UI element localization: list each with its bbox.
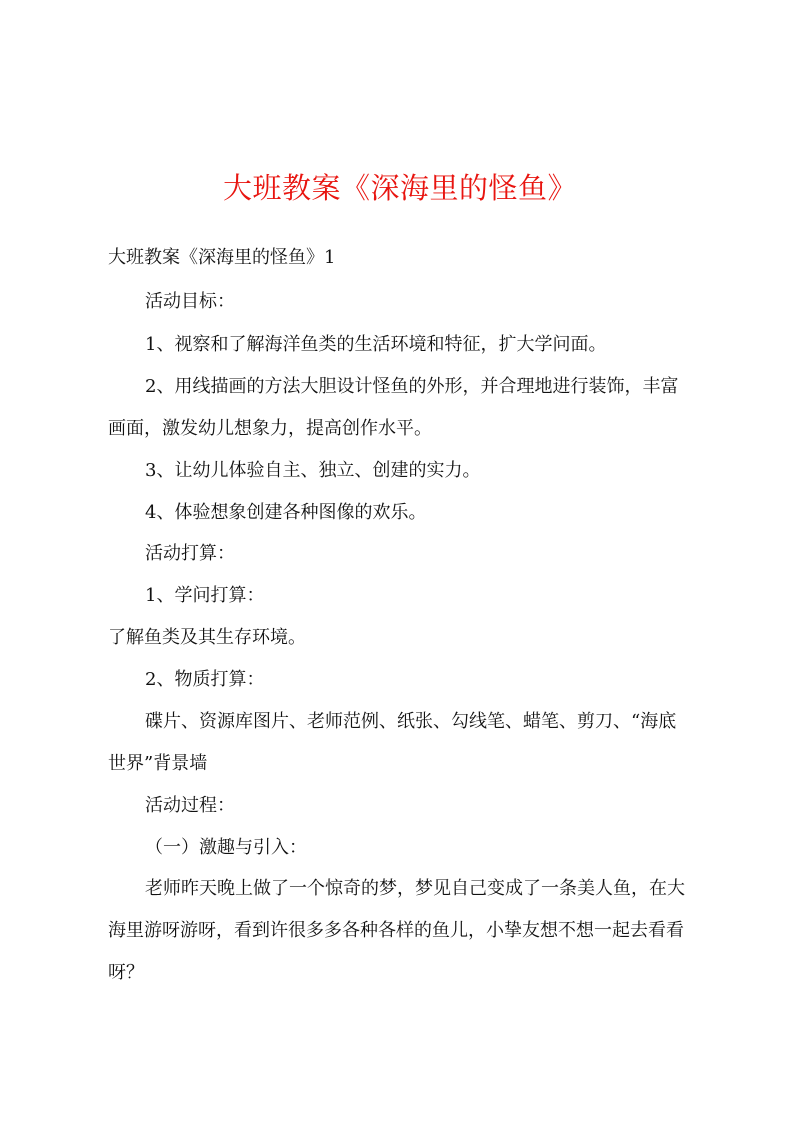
section-heading: 活动目标： <box>145 291 235 312</box>
paragraph-line: （一）激趣与引入： <box>145 837 307 858</box>
subtitle-line: 大班教案《深海里的怪鱼》1 <box>108 247 336 268</box>
section-heading: 活动打算： <box>145 543 235 564</box>
paragraph-line: 老师昨天晚上做了一个惊奇的梦，梦见自己变成了一条美人鱼，在大 <box>145 878 685 899</box>
paragraph-line: 2、物质打算： <box>145 669 265 690</box>
paragraph-line: 呀？ <box>108 962 144 983</box>
section-heading: 活动过程： <box>145 795 235 816</box>
paragraph-line: 1、视察和了解海洋鱼类的生活环境和特征，扩大学问面。 <box>145 334 607 355</box>
paragraph-line: 1、学问打算： <box>145 585 265 606</box>
paragraph-line: 海里游呀游呀，看到许很多多各种各样的鱼儿，小挚友想不想一起去看看 <box>108 920 684 941</box>
paragraph-line: 画面，激发幼儿想象力，提高创作水平。 <box>108 418 432 439</box>
paragraph-line: 碟片、资源库图片、老师范例、纸张、勾线笔、蜡笔、剪刀、“海底 <box>145 711 677 732</box>
paragraph-line: 了解鱼类及其生存环境。 <box>108 627 306 648</box>
document-title: 大班教案《深海里的怪鱼》 <box>222 171 577 205</box>
paragraph-line: 2、用线描画的方法大胆设计怪鱼的外形，并合理地进行装饰，丰富 <box>145 376 679 397</box>
paragraph-line: 3、让幼儿体验自主、独立、创建的实力。 <box>145 460 481 481</box>
paragraph-line: 世界”背景墙 <box>108 753 208 774</box>
paragraph-line: 4、体验想象创建各种图像的欢乐。 <box>145 502 427 523</box>
